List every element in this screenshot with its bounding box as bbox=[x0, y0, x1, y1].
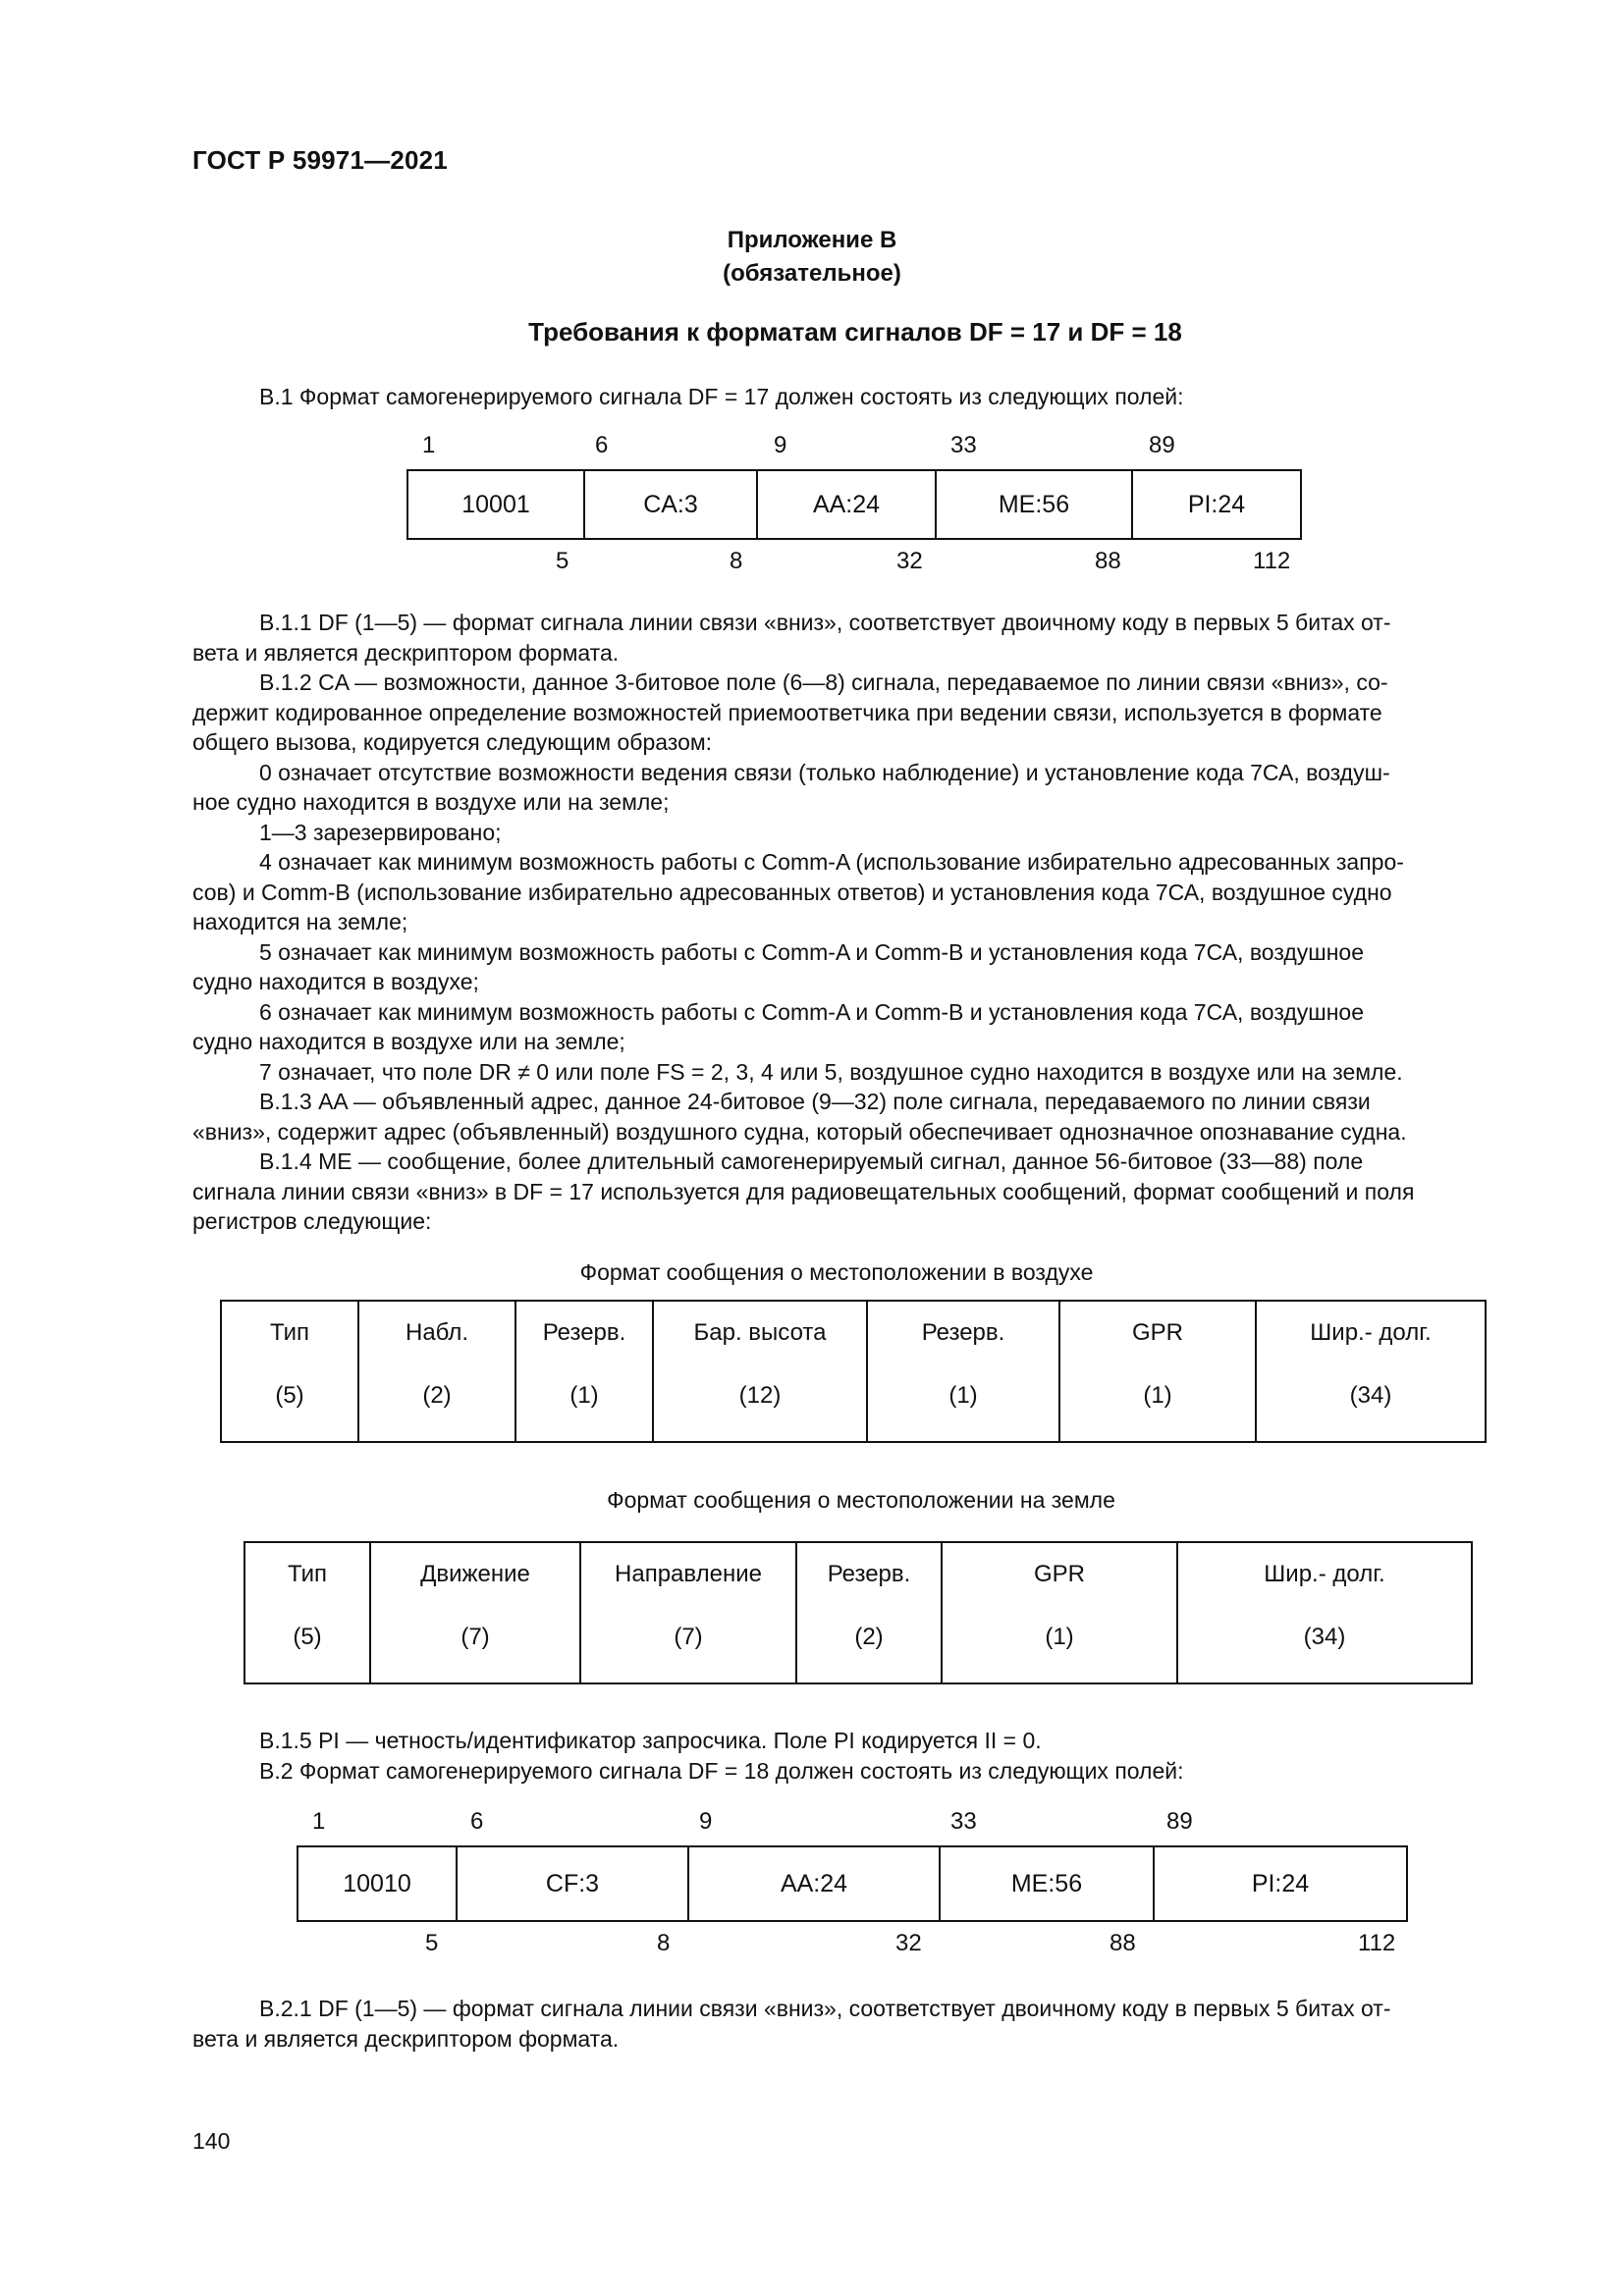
surface-col bbox=[371, 1543, 581, 1682]
text-line: 1—3 зарезервировано; bbox=[259, 819, 502, 845]
df17-top-bit-numbers bbox=[0, 432, 1624, 461]
text-line: 6 означает как минимум возможность работы с Comm-A и Comm-B и установления кода 7СА, воздушное bbox=[259, 998, 1365, 1025]
text-line: судно находится в воздухе или на земле; bbox=[192, 1029, 625, 1054]
col-value: (7) bbox=[674, 1624, 703, 1650]
surface-table-caption: Формат сообщения о местоположении на земле bbox=[607, 1487, 1115, 1513]
df18-field-df: 10010 bbox=[298, 1847, 458, 1920]
col-value: (34) bbox=[1303, 1624, 1346, 1650]
airborne-col bbox=[1060, 1302, 1257, 1441]
page-number: 140 bbox=[192, 2128, 231, 2154]
col-header: GPR bbox=[1033, 1561, 1085, 1587]
text-line: В.1.2 CA — возможности, данное 3-битовое поле (6—8) сигнала, передаваемое по линии связи «вниз», со- bbox=[259, 669, 1388, 695]
text-line: 4 означает как минимум возможность работы с Comm-A (использование избирательно адресованных запро- bbox=[259, 849, 1404, 875]
df18-top-num: 1 bbox=[312, 1808, 326, 1835]
col-value: (1) bbox=[1143, 1382, 1172, 1409]
df17-bottom-num: 112 bbox=[1253, 548, 1291, 574]
surface-col bbox=[1178, 1543, 1471, 1682]
col-header: Шир.- долг. bbox=[1264, 1561, 1385, 1587]
surface-col bbox=[581, 1543, 797, 1682]
col-header: Шир.- долг. bbox=[1310, 1319, 1432, 1346]
df17-field-pi: PI:24 bbox=[1187, 490, 1246, 518]
df17-bottom-num: 8 bbox=[730, 548, 743, 574]
df17-top-num: 6 bbox=[595, 432, 609, 458]
df17-field-me: ME:56 bbox=[937, 471, 1133, 538]
body-text-2 bbox=[192, 1994, 1508, 2054]
df18-bottom-num: 5 bbox=[425, 1930, 439, 1956]
text-line: вета и является дескриптором формата. bbox=[192, 2025, 620, 2052]
df17-top-num: 89 bbox=[1149, 432, 1175, 458]
airborne-format-table bbox=[220, 1300, 1487, 1443]
df17-field-aa: AA:24 bbox=[758, 471, 937, 538]
df18-top-num: 89 bbox=[1166, 1808, 1193, 1835]
col-value: (5) bbox=[275, 1382, 304, 1409]
df18-bottom-num: 8 bbox=[657, 1930, 671, 1956]
df18-bottom-num: 32 bbox=[895, 1930, 922, 1956]
text-line: сов) и Comm-B (использование избирательно адресованных ответов) и установления кода 7СА, воздушное судно bbox=[192, 879, 1392, 905]
df17-top-num: 33 bbox=[950, 432, 977, 458]
appendix-status: (обязательное) bbox=[723, 260, 901, 287]
col-header: Тип bbox=[269, 1319, 309, 1346]
document-code: ГОСТ Р 59971—2021 bbox=[192, 145, 448, 175]
col-value: (7) bbox=[460, 1624, 490, 1650]
section-title: Требования к форматам сигналов DF = 17 и DF = 18 bbox=[528, 317, 1182, 347]
text-line: держит кодированное определение возможностей приемоответчика при ведении связи, используется в формате bbox=[192, 699, 1382, 725]
text-line: регистров следующие: bbox=[192, 1208, 432, 1234]
text-line: В.2.1 DF (1—5) — формат сигнала линии связи «вниз», соответствует двоичному коду в первых 5 битах от- bbox=[259, 1996, 1391, 2021]
airborne-col bbox=[1257, 1302, 1485, 1441]
col-header: Набл. bbox=[405, 1319, 469, 1346]
text-line: В.1.4 ME — сообщение, более длительный самогенерируемый сигнал, данное 56-битовое (33—88) поле bbox=[259, 1148, 1364, 1174]
text-line: сигнала линии связи «вниз» в DF = 17 используется для радиовещательных сообщений, формат сообщений и поля bbox=[192, 1178, 1415, 1204]
paragraph-b2: В.2 Формат самогенерируемого сигнала DF = 18 должен состоять из следующих полей: bbox=[259, 1758, 1184, 1784]
text-line: В.1.3 AA — объявленный адрес, данное 24-битовое (9—32) поле сигнала, передаваемого по линии связи bbox=[259, 1089, 1371, 1114]
df18-field-pi: PI:24 bbox=[1251, 1869, 1310, 1897]
appendix-heading bbox=[0, 224, 1624, 291]
text-line: судно находится в воздухе; bbox=[192, 969, 479, 994]
surface-col bbox=[797, 1543, 943, 1682]
col-value: (1) bbox=[569, 1382, 599, 1409]
df17-field-ca: CA:3 bbox=[585, 471, 758, 538]
surface-col bbox=[943, 1543, 1178, 1682]
df17-field-bar bbox=[406, 469, 1302, 540]
paragraph-b1: В.1 Формат самогенерируемого сигнала DF = 17 должен состоять из следующих полей: bbox=[259, 384, 1184, 409]
df18-field-me: ME:56 bbox=[941, 1847, 1155, 1920]
df17-field-df: 10001 bbox=[408, 471, 585, 538]
df18-top-num: 6 bbox=[470, 1808, 484, 1835]
df18-field-cf: CF:3 bbox=[458, 1847, 689, 1920]
airborne-col bbox=[868, 1302, 1060, 1441]
df17-bottom-num: 5 bbox=[556, 548, 569, 574]
df17-bottom-num: 32 bbox=[896, 548, 923, 574]
text-line: ное судно находится в воздухе или на земле; bbox=[192, 789, 670, 815]
df18-bottom-num: 112 bbox=[1358, 1930, 1396, 1956]
text-line: 7 означает, что поле DR ≠ 0 или поле FS = 2, 3, 4 или 5, воздушное судно находится в воздухе или на земле. bbox=[259, 1058, 1403, 1085]
text-line: вета и является дескриптором формата. bbox=[192, 639, 620, 666]
col-value: (12) bbox=[738, 1382, 782, 1409]
text-line: В.1.1 DF (1—5) — формат сигнала линии связи «вниз», соответствует двоичному коду в первых 5 битах от- bbox=[259, 610, 1391, 635]
df18-top-num: 9 bbox=[699, 1808, 713, 1835]
df17-top-num: 1 bbox=[422, 432, 436, 458]
airborne-table-caption: Формат сообщения о местоположении в воздухе bbox=[579, 1259, 1094, 1285]
df17-format-diagram bbox=[0, 432, 1624, 574]
col-value: (5) bbox=[293, 1624, 322, 1650]
col-header: Резерв. bbox=[827, 1561, 911, 1587]
df18-top-bit-numbers bbox=[0, 1808, 1624, 1838]
col-value: (1) bbox=[948, 1382, 978, 1409]
df18-field-bar bbox=[297, 1845, 1408, 1922]
body-text-1 bbox=[192, 608, 1508, 1237]
df17-bottom-bit-numbers bbox=[0, 548, 1624, 577]
col-value: (2) bbox=[422, 1382, 452, 1409]
df18-top-num: 33 bbox=[950, 1808, 977, 1835]
surface-col bbox=[245, 1543, 371, 1682]
df17-top-num: 9 bbox=[774, 432, 787, 458]
col-value: (34) bbox=[1349, 1382, 1392, 1409]
text-line: находится на земле; bbox=[192, 909, 408, 934]
col-header: Движение bbox=[420, 1561, 530, 1587]
col-header: Резерв. bbox=[542, 1319, 626, 1346]
appendix-label: Приложение В bbox=[727, 227, 897, 253]
surface-format-table bbox=[244, 1541, 1473, 1684]
paragraph-b15: В.1.5 PI — четность/идентификатор запросчика. Поле PI кодируется II = 0. bbox=[259, 1728, 1042, 1753]
col-value: (2) bbox=[854, 1624, 884, 1650]
text-line: общего вызова, кодируется следующим образом: bbox=[192, 729, 713, 755]
col-value: (1) bbox=[1045, 1624, 1074, 1650]
airborne-col bbox=[516, 1302, 654, 1441]
df17-bottom-num: 88 bbox=[1095, 548, 1121, 574]
df18-field-aa: AA:24 bbox=[689, 1847, 941, 1920]
col-header: Бар. высота bbox=[693, 1319, 827, 1346]
df18-bottom-bit-numbers bbox=[0, 1930, 1624, 1959]
airborne-col bbox=[654, 1302, 868, 1441]
col-header: GPR bbox=[1131, 1319, 1183, 1346]
col-header: Направление bbox=[615, 1561, 762, 1587]
df18-format-diagram bbox=[0, 1808, 1624, 1956]
col-header: Тип bbox=[287, 1561, 327, 1587]
text-line: 0 означает отсутствие возможности ведения связи (только наблюдение) и установление кода 7СА, воздуш- bbox=[259, 759, 1390, 785]
airborne-col bbox=[359, 1302, 516, 1441]
text-line: «вниз», содержит адрес (объявленный) воздушного судна, который обеспечивает однозначное опознавание судна. bbox=[192, 1118, 1407, 1145]
text-line: 5 означает как минимум возможность работы с Comm-A и Comm-B и установления кода 7СА, воздушное bbox=[259, 938, 1365, 965]
airborne-col bbox=[222, 1302, 359, 1441]
df18-bottom-num: 88 bbox=[1110, 1930, 1136, 1956]
col-header: Резерв. bbox=[921, 1319, 1005, 1346]
